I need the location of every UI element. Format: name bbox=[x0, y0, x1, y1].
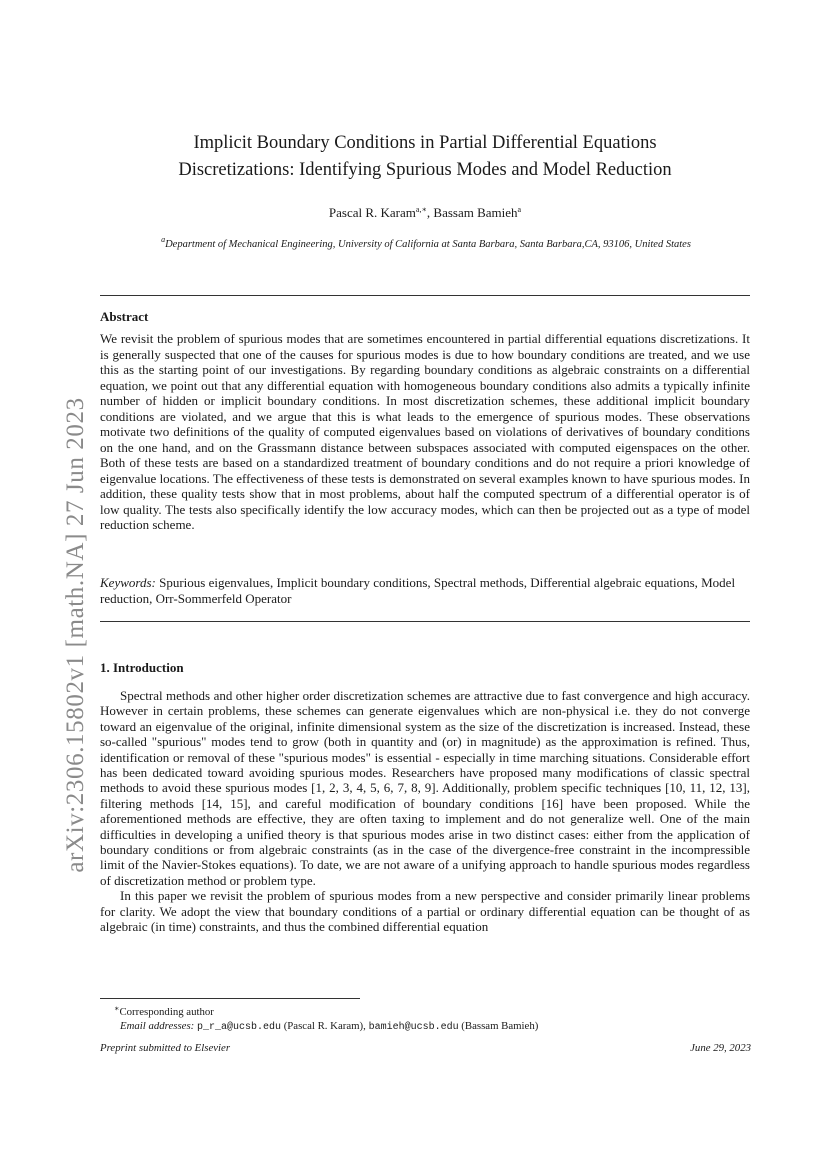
affiliation-mark: a bbox=[161, 235, 166, 244]
email-link-1[interactable]: p_r_a@ucsb.edu bbox=[196, 1022, 281, 1033]
email-addresses-note bbox=[100, 1019, 750, 1035]
arxiv-identifier-text: arXiv:2306.15802v1 [math.NA] 27 Jun 2023 bbox=[62, 397, 89, 873]
keywords-text: Spurious eigenvalues, Implicit boundary conditions, Spectral methods, Differential algebraic equations, Model reduction, Orr-Sommerfeld Operator bbox=[100, 575, 736, 606]
introduction-paragraph-1: Spectral methods and other higher order discretization schemes are attractive due to fast convergence and high accuracy. However in certain problems, these schemes can generate eigenvalues which are non-physical i.e. they do not converge toward an eigenvalue of the original, infinite dimensional system as the size of the discretization is increased. Instead, these so-called "spurious" modes tend to grow (both in quantity and (or) in magnitude) as the approximation is refined. Thus, identification or removal of these "spurious modes" is essential - especially in time marching situations. Considerable effort has been dedicated toward avoiding spurious modes. Researchers have proposed many modifications of classic spectral methods to avoid these spurious modes [1, 2, 3, 4, 5, 6, 7, 8, 9]. Additionally, problem specific techniques [10, 11, 12, 13], filtering methods [14, 15], and careful modification of boundary conditions [16] have been proposed. While the aforementioned methods are effective, they are often taxing to implement and do not generalize well. One of the main difficulties in developing a unified theory is that spurious modes arise in two distinct cases: either from the application of boundary conditions or from algebraic constraints (as in the case of the divergence-free constraint in the incompressible limit of the Navier-Stokes equations). To date, we are not aware of a unifying approach to handle spurious modes regardless of discretization method or problem type. bbox=[100, 688, 750, 888]
footnote bbox=[100, 1002, 750, 1035]
corresponding-author-text: Corresponding author bbox=[119, 1006, 214, 1018]
email-owner-2: (Bassam Bamieh) bbox=[461, 1020, 539, 1032]
author-name-1: Pascal R. Karam bbox=[328, 205, 416, 220]
paper-title-line-1: Implicit Boundary Conditions in Partial Differential Equations bbox=[193, 133, 657, 153]
author-1-affiliation-mark: a,∗ bbox=[415, 205, 427, 214]
introduction-body bbox=[100, 688, 750, 935]
email-owner-1: (Pascal R. Karam), bbox=[283, 1020, 366, 1032]
abstract-body: We revisit the problem of spurious modes that are sometimes encountered in partial differential equations discretizations. It is generally suspected that one of the causes for spurious modes is due to how boundary conditions are treated, and we use this as the starting point of our investigations. By regarding boundary conditions as algebraic constraints on a differential equation, we point out that any differential equation with homogeneous boundary conditions also admits a typically infinite number of hidden or implicit boundary conditions. In most discretization schemes, these additional implicit boundary conditions are violated, and we argue that this is what leads to the emergence of spurious modes. These observations motivate two definitions of the quality of computed eigenvalues based on violations of derivatives of boundary conditions on the one hand, and on the Grassmann distance between subspaces associated with computed eigenspaces on the other. Both of these tests are based on a standardized treatment of boundary conditions and do not require a priori knowledge of eigenvalue locations. The effectiveness of these tests is demonstrated on several examples known to have spurious modes. In addition, these quality tests show that in most problems, about half the computed spectrum of a differential operator is of low quality. The tests also specifically identify the low accuracy modes, which can then be projected out as a type of model reduction scheme. bbox=[100, 331, 750, 532]
paper-title-line-2: Discretizations: Identifying Spurious Modes and Model Reduction bbox=[178, 160, 672, 180]
abstract-heading: Abstract bbox=[100, 309, 149, 324]
author-2-affiliation-mark: a bbox=[517, 205, 522, 214]
affiliation bbox=[100, 233, 752, 252]
introduction-heading: 1. Introduction bbox=[100, 660, 184, 675]
introduction-paragraph-2: In this paper we revisit the problem of spurious modes from a new perspective and consider primarily linear problems for clarity. We adopt the view that boundary conditions of a partial or ordinary differential equation can be thought of as algebraic (in time) constraints, and thus the combined differential equation bbox=[100, 888, 750, 935]
author-list bbox=[100, 201, 750, 222]
abstract-top-rule bbox=[100, 295, 750, 296]
keywords-label: Keywords: bbox=[100, 575, 156, 590]
affiliation-text: Department of Mechanical Engineering, University of California at Santa Barbara, Santa Barbara,CA, 93106, United States bbox=[165, 239, 691, 250]
footer-preprint-note: Preprint submitted to Elsevier bbox=[100, 1042, 231, 1054]
arxiv-identifier-stamp bbox=[22, 345, 89, 925]
abstract-bottom-rule bbox=[100, 621, 750, 622]
footnote-mark: ∗ bbox=[114, 1004, 120, 1013]
email-addresses-label: Email addresses: bbox=[120, 1020, 195, 1032]
corresponding-author-note bbox=[100, 1002, 750, 1019]
author-name-2: Bassam Bamieh bbox=[433, 205, 518, 220]
email-link-2[interactable]: bamieh@ucsb.edu bbox=[368, 1022, 459, 1033]
footer-date: June 29, 2023 bbox=[690, 1042, 751, 1054]
footnote-rule bbox=[100, 998, 360, 999]
paper-title bbox=[100, 130, 750, 184]
keywords bbox=[100, 575, 750, 607]
author-separator: , bbox=[426, 205, 434, 220]
